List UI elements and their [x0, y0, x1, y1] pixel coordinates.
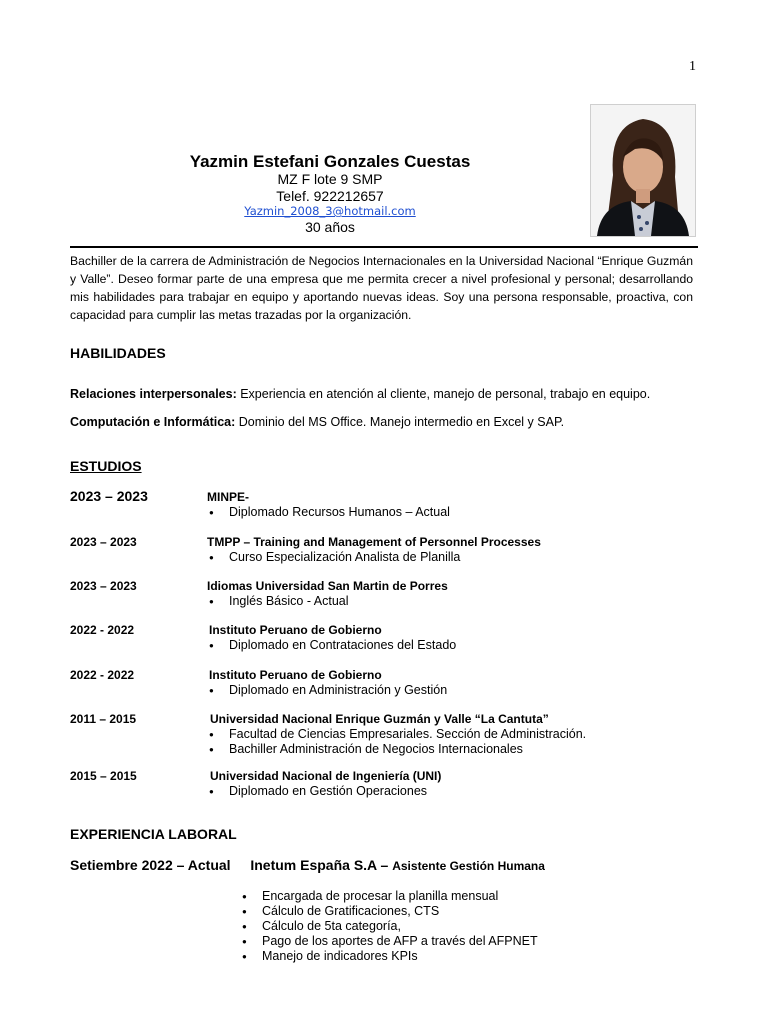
skills-heading: HABILIDADES: [70, 345, 166, 361]
task-list: [240, 889, 538, 964]
age: 30 años: [305, 219, 355, 235]
education-items: [207, 683, 447, 698]
header-divider: [70, 246, 698, 248]
list-item: ● Encargada de procesar la planilla mensual: [240, 889, 538, 904]
candidate-name: Yazmin Estefani Gonzales Cuestas: [189, 152, 471, 171]
job-period: Setiembre 2022 – Actual: [70, 857, 231, 873]
skill-text: Experiencia en atención al cliente, manejo de personal, trabajo en equipo.: [236, 387, 651, 401]
education-items: [207, 550, 460, 565]
job-role: Asistente Gestión Humana: [392, 859, 545, 873]
education-items: [207, 784, 427, 799]
skill-label: Computación e Informática:: [70, 415, 236, 429]
list-item: ● Manejo de indicadores KPIs: [240, 949, 538, 964]
education-date: 2022 - 2022: [70, 623, 135, 637]
skill-item: [70, 415, 710, 430]
education-items: [207, 638, 456, 653]
list-item: ● Diplomado en Gestión Operaciones: [207, 784, 427, 799]
skill-text: Dominio del MS Office. Manejo intermedio en Excel y SAP.: [235, 415, 565, 429]
job-company: Inetum España S.A: [250, 857, 377, 873]
list-item: ● Inglés Básico - Actual: [207, 594, 349, 609]
education-date: 2023 – 2023: [70, 579, 137, 593]
education-institution: Idiomas Universidad San Martin de Porres: [207, 579, 448, 593]
education-institution: Instituto Peruano de Gobierno: [209, 623, 382, 637]
education-items: [207, 594, 349, 609]
list-item: ● Cálculo de 5ta categoría,: [240, 919, 538, 934]
profile-summary: Bachiller de la carrera de Administración de Negocios Internacionales en la Universidad Nacional “Enrique Guzmán y Valle”. Deseo formar parte de una empresa que me permita crecer a nivel profesional y personal; desarrollando mis habilidades para trabajar en equipo y aportando nuevas ideas. Soy una persona responsable, proactiva, con capacidad para cumplir las metas trazadas por la organización.: [70, 254, 693, 322]
job-title-line: [70, 857, 545, 873]
skill-label: Relaciones interpersonales:: [70, 387, 237, 401]
education-items: [207, 727, 586, 757]
list-item: ● Diplomado en Administración y Gestión: [207, 683, 447, 698]
education-date: 2022 - 2022: [70, 668, 135, 682]
education-date: 2011 – 2015: [70, 712, 137, 726]
education-institution: TMPP – Training and Management of Personnel Processes: [207, 535, 541, 549]
list-item: ● Curso Especialización Analista de Planilla: [207, 550, 460, 565]
list-item: ● Pago de los aportes de AFP a través del AFPNET: [240, 934, 538, 949]
list-item: ● Cálculo de Gratificaciones, CTS: [240, 904, 538, 919]
education-date: 2023 – 2023: [70, 488, 148, 504]
education-date: 2015 – 2015: [70, 769, 137, 783]
education-institution: Instituto Peruano de Gobierno: [209, 668, 382, 682]
education-institution: MINPE-: [207, 490, 249, 504]
profile-photo: [590, 104, 696, 237]
list-item: ● Diplomado en Contrataciones del Estado: [207, 638, 456, 653]
email-link[interactable]: Yazmin_2008_3@hotmail.com: [244, 204, 416, 218]
phone: Telef. 922212657: [276, 188, 384, 204]
list-item: ● Diplomado Recursos Humanos – Actual: [207, 505, 450, 520]
education-items: [207, 505, 450, 520]
education-date: 2023 – 2023: [70, 535, 137, 549]
page-number: 1: [689, 59, 696, 74]
list-item: ● Bachiller Administración de Negocios Internacionales: [207, 742, 586, 757]
education-institution: Universidad Nacional de Ingeniería (UNI): [210, 769, 442, 783]
person-photo-icon: [591, 105, 695, 236]
address: MZ F lote 9 SMP: [277, 171, 383, 187]
skill-item: [70, 387, 710, 402]
experience-heading: EXPERIENCIA LABORAL: [70, 826, 237, 842]
list-item: ● Facultad de Ciencias Empresariales. Sección de Administración.: [207, 727, 586, 742]
job-separator: –: [380, 857, 389, 873]
education-heading: ESTUDIOS: [70, 458, 142, 474]
education-institution: Universidad Nacional Enrique Guzmán y Valle “La Cantuta”: [210, 712, 549, 726]
